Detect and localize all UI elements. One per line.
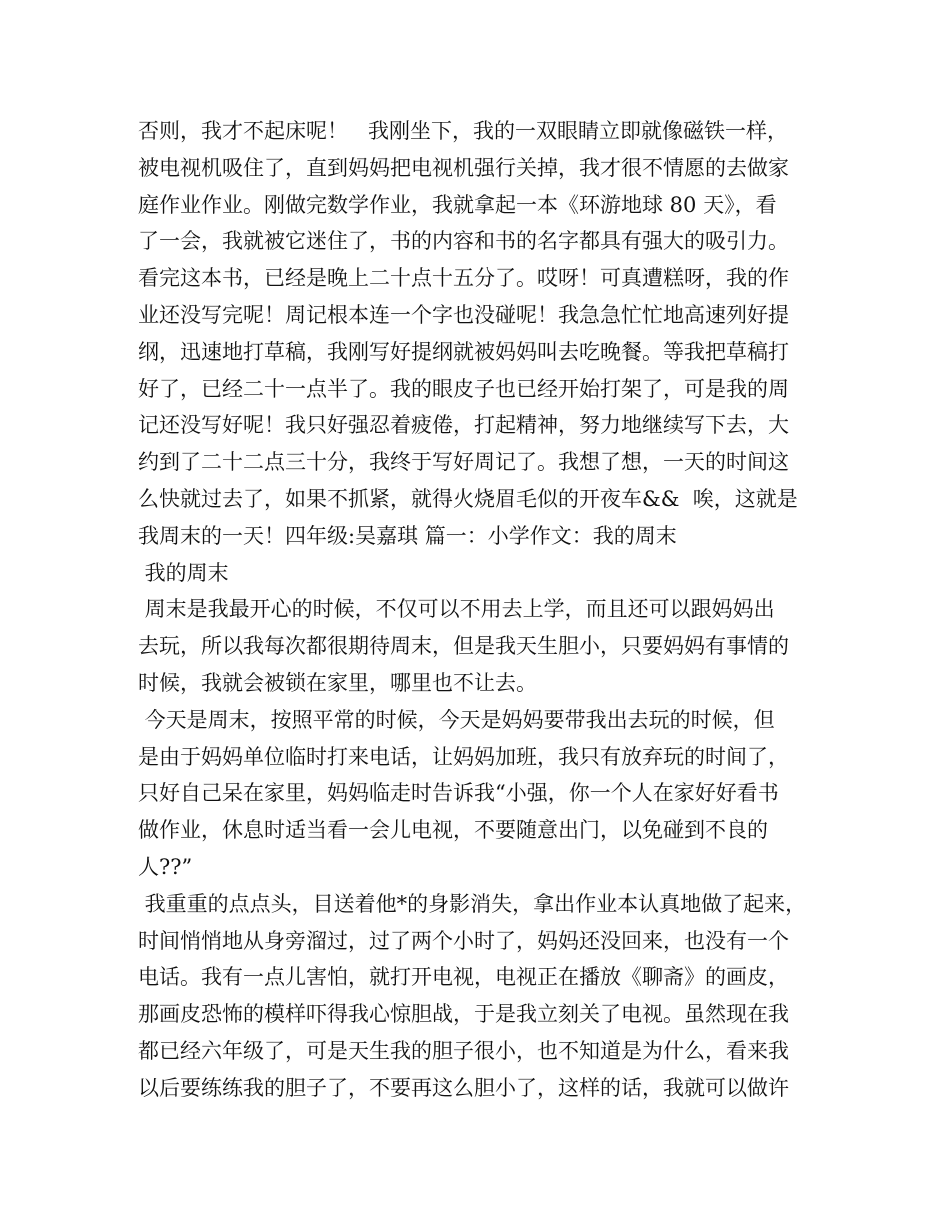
text-line: 记还没写好呢！我只好强忍着疲倦，打起精神，努力地继续写下去，大	[138, 413, 789, 438]
text-line: 只好自己呆在家里，妈妈临走时告诉我“小强，你一个人在家好好看书	[138, 781, 779, 806]
text-line: 了一会，我就被它迷住了，书的内容和书的名字都具有强大的吸引力。	[138, 229, 789, 254]
text-line: 今天是周末，按照平常的时候，今天是妈妈要带我出去玩的时候，但	[138, 707, 775, 732]
text-line: 是由于妈妈单位临时打来电话，让妈妈加班，我只有放弃玩的时间了，	[138, 744, 789, 769]
text-line: 做作业，休息时适当看一会儿电视，不要随意出门，以免碰到不良的	[138, 818, 768, 843]
text-line: 被电视机吸住了，直到妈妈把电视机强行关掉，我才很不情愿的去做家	[138, 155, 789, 180]
text-line: 否则，我才不起床呢！ 我刚坐下，我的一双眼睛立即就像磁铁一样，	[138, 119, 789, 143]
text-line: 以后要练练我的胆子了，不要再这么胆小了，这样的话，我就可以做许	[138, 1075, 789, 1100]
text-line: 周末是我最开心的时候，不仅可以不用去上学，而且还可以跟妈妈出	[138, 597, 775, 622]
text-line: 我重重的点点头，目送着他*的身影消失，拿出作业本认真地做了起来，	[138, 891, 807, 916]
text-line: 约到了二十二点三十分，我终于写好周记了。我想了想，一天的时间这	[138, 450, 789, 475]
text-line: 都已经六年级了，可是天生我的胆子很小，也不知道是为什么，看来我	[138, 1038, 789, 1063]
text-line: 看完这本书，已经是晚上二十点十五分了。哎呀！可真遭糕呀，我的作	[138, 266, 789, 291]
text-line: 庭作业作业。刚做完数学作业，我就拿起一本《环游地球 80 天》，看	[138, 192, 777, 217]
text-line: 么快就过去了，如果不抓紧，就得火烧眉毛似的开夜车&& 唉，这就是	[138, 486, 798, 511]
text-line: 去玩，所以我每次都很期待周末，但是我天生胆小，只要妈妈有事情的	[138, 634, 789, 659]
text-line: 纲，迅速地打草稿，我刚写好提纲就被妈妈叫去吃晚餐。等我把草稿打	[138, 339, 789, 364]
text-line: 时候，我就会被锁在家里，哪里也不让去。	[138, 670, 537, 695]
text-line: 电话。我有一点儿害怕，就打开电视，电视正在播放《聊斋》的画皮，	[138, 965, 789, 990]
text-line: 人??”	[138, 854, 193, 879]
text-line: 时间悄悄地从身旁溜过，过了两个小时了，妈妈还没回来，也没有一个	[138, 928, 789, 953]
text-line: 那画皮恐怖的模样吓得我心惊胆战，于是我立刻关了电视。虽然现在我	[138, 1002, 789, 1027]
text-line: 好了，已经二十一点半了。我的眼皮子也已经开始打架了，可是我的周	[138, 376, 789, 401]
text-line: 业还没写完呢！周记根本连一个字也没碰呢！我急急忙忙地高速列好提	[138, 302, 789, 327]
document-body	[138, 113, 838, 1107]
text-line: 我周末的一天！四年级:吴嘉琪 篇一：小学作文：我的周末	[138, 523, 677, 548]
section-heading: 我的周末	[138, 560, 229, 585]
